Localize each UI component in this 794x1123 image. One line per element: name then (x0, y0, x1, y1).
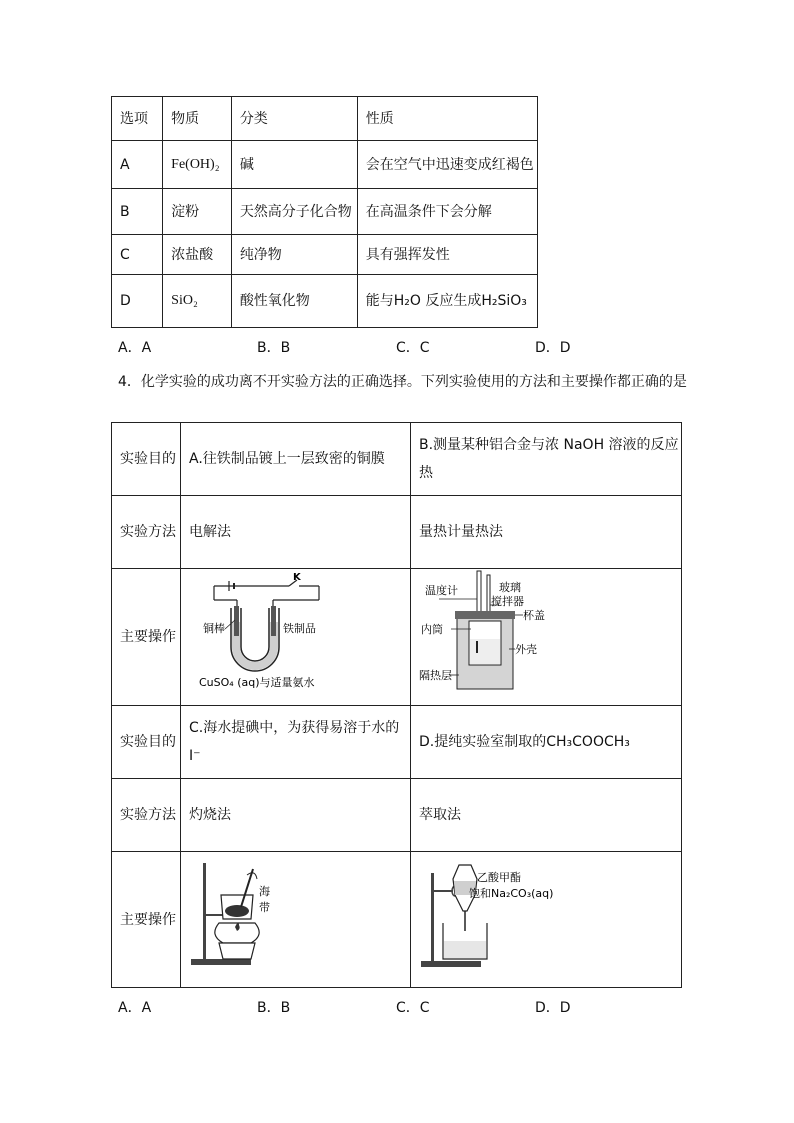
thermometer-label: 温度计 (425, 584, 458, 597)
stirrer-label-1: 玻璃 (499, 581, 521, 594)
option-a[interactable]: A．A (118, 340, 152, 356)
figure-cell-a (181, 569, 411, 706)
option-d[interactable]: D．D (535, 340, 571, 356)
table-header-row (112, 97, 538, 141)
header-option: 选项 (112, 97, 163, 141)
ester-label: 乙酸甲酯 (477, 870, 521, 884)
method-c: 灼烧法 (181, 779, 411, 852)
row-label-purpose: 实验目的 (112, 423, 181, 496)
purpose-a: A.往铁制品镀上一层致密的铜膜 (181, 423, 411, 496)
answer-options-q4 (118, 997, 674, 1017)
figure-cell-c (181, 852, 411, 988)
table-row (112, 275, 538, 328)
header-property: 性质 (357, 97, 537, 141)
electroplating-diagram (189, 572, 399, 692)
substance-cell: SiO₂ (163, 275, 232, 328)
table-row (112, 706, 682, 779)
question-4-text: 4．化学实验的成功离不开实验方法的正确选择。下列实验使用的方法和主要操作都正确的是 (118, 374, 687, 390)
header-substance: 物质 (163, 97, 232, 141)
figure-cell-d (411, 852, 682, 988)
answer-options-q3 (118, 337, 674, 357)
option-b[interactable]: B．B (257, 340, 291, 356)
substance-cell: Fe(OH)₂ (163, 141, 232, 189)
option-cell: B (112, 189, 163, 235)
property-cell: 能与H₂O 反应生成H₂SiO₃ (357, 275, 537, 328)
property-cell: 在高温条件下会分解 (357, 189, 537, 235)
purpose-b: B.测量某种铝合金与浓 NaOH 溶液的反应热 (411, 423, 682, 496)
method-d: 萃取法 (411, 779, 682, 852)
lid-label: 杯盖 (523, 609, 545, 622)
figure-cell-b (411, 569, 682, 706)
row-label-operation: 主要操作 (112, 852, 181, 988)
option-cell: A (112, 141, 163, 189)
purpose-c: C.海水提碘中，为获得易溶于水的 I⁻ (181, 706, 411, 779)
shell-label: 外壳 (515, 643, 537, 656)
option-c[interactable]: C．C (396, 340, 430, 356)
experiment-table (111, 422, 682, 988)
category-cell: 碱 (231, 141, 357, 189)
insulation-label: 隔热层 (419, 669, 452, 682)
solution-label: CuSO₄ (aq)与适量氨水 (199, 676, 315, 689)
option-c[interactable]: C．C (396, 1000, 430, 1016)
burning-apparatus-diagram (189, 855, 399, 975)
row-label-method: 实验方法 (112, 779, 181, 852)
kelp-label-1: 海 (259, 884, 270, 898)
table-row (112, 496, 682, 569)
table-row (112, 189, 538, 235)
header-category: 分类 (231, 97, 357, 141)
method-b: 量热计量热法 (411, 496, 682, 569)
substance-cell: 淀粉 (163, 189, 232, 235)
iron-product-label: 铁制品 (283, 622, 316, 635)
table-row (112, 852, 682, 988)
option-cell: D (112, 275, 163, 328)
inner-cylinder-label: 内筒 (421, 623, 443, 636)
property-cell: 具有强挥发性 (357, 235, 537, 275)
table-row (112, 779, 682, 852)
solution-label-d: 饱和Na₂CO₃(aq) (469, 886, 554, 900)
calorimeter-diagram (419, 569, 659, 695)
option-b[interactable]: B．B (257, 1000, 291, 1016)
category-cell: 天然高分子化合物 (231, 189, 357, 235)
copper-rod-label: 铜棒 (203, 622, 225, 635)
row-label-operation: 主要操作 (112, 569, 181, 706)
table-row (112, 141, 538, 189)
row-label-purpose: 实验目的 (112, 706, 181, 779)
separatory-funnel-diagram (419, 855, 659, 975)
row-label-method: 实验方法 (112, 496, 181, 569)
category-cell: 纯净物 (231, 235, 357, 275)
purpose-d: D.提纯实验室制取的CH₃COOCH₃ (411, 706, 682, 779)
method-a: 电解法 (181, 496, 411, 569)
category-cell: 酸性氧化物 (231, 275, 357, 328)
table-row (112, 423, 682, 496)
switch-label: K (293, 572, 301, 583)
property-cell: 会在空气中迅速变成红褐色 (357, 141, 537, 189)
option-a[interactable]: A．A (118, 1000, 152, 1016)
option-cell: C (112, 235, 163, 275)
substance-table (111, 96, 538, 328)
table-row (112, 569, 682, 706)
option-d[interactable]: D．D (535, 1000, 571, 1016)
kelp-label-2: 带 (259, 900, 270, 914)
substance-cell: 浓盐酸 (163, 235, 232, 275)
stirrer-label-2: 搅拌器 (491, 595, 524, 608)
table-row (112, 235, 538, 275)
